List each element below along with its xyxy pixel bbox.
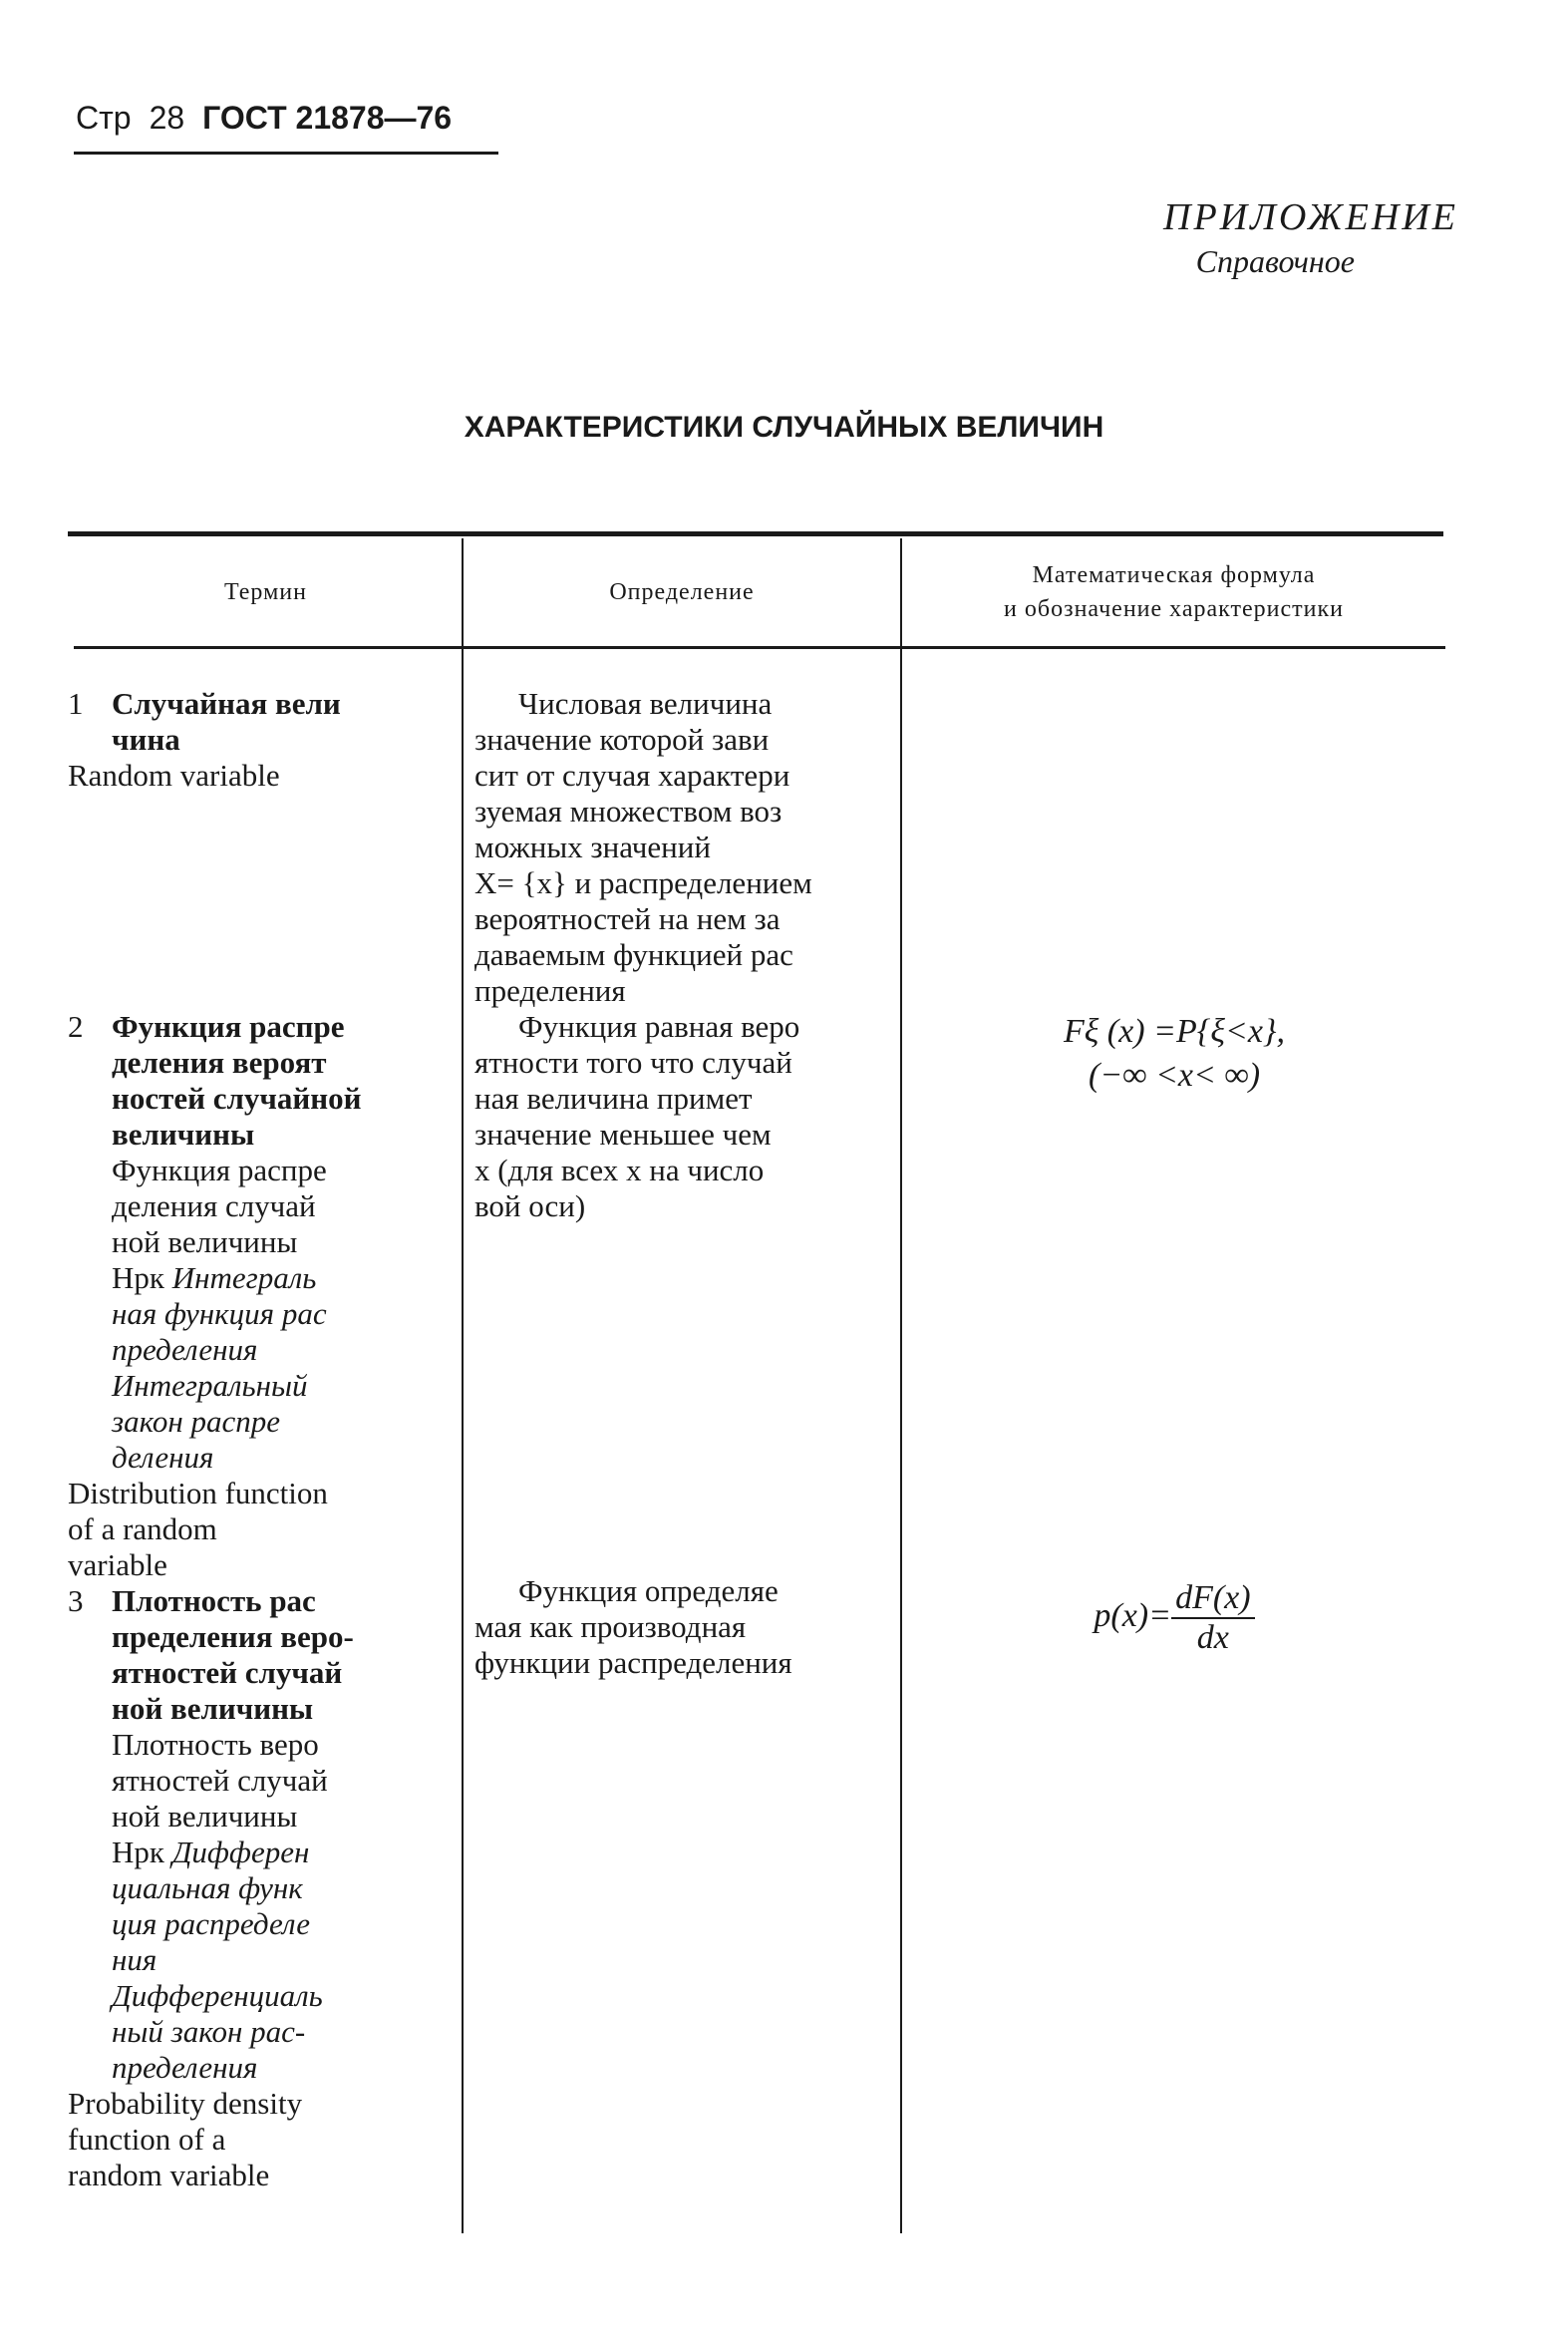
definition-line: ная величина примет bbox=[474, 1081, 753, 1116]
formula-cell-3 bbox=[905, 1579, 1443, 1657]
term-english: random variable bbox=[68, 2158, 270, 2192]
definition-line: вой оси) bbox=[474, 1188, 586, 1223]
appendix-subtitle: Справочное bbox=[1195, 243, 1355, 279]
term-number: 2 bbox=[68, 1009, 84, 1044]
term-number: 3 bbox=[68, 1583, 84, 1618]
term-line: пределения веро- bbox=[112, 1619, 354, 1654]
npk-line: пределения bbox=[112, 2050, 258, 2085]
definition-line: пределения bbox=[474, 973, 626, 1008]
definition-cell-3 bbox=[474, 1573, 893, 1681]
npk-line: ния bbox=[112, 1942, 157, 1977]
term-line: Функция распре bbox=[112, 1009, 345, 1044]
definition-line: x (для всех x на число bbox=[474, 1153, 765, 1187]
definition-line: Функция равная веро bbox=[518, 1009, 800, 1044]
header-underline bbox=[74, 152, 498, 155]
header-definition bbox=[464, 538, 900, 646]
formula-denominator: dx bbox=[1196, 1619, 1229, 1656]
header-term bbox=[70, 538, 462, 646]
table-header-rule bbox=[74, 646, 1445, 649]
formula-lhs: p(x)= bbox=[1094, 1596, 1172, 1634]
npk-line: Интеграль bbox=[171, 1260, 317, 1295]
npk-line: Дифферен bbox=[171, 1835, 310, 1869]
term-line: чина bbox=[112, 722, 180, 757]
term-line: ной величины bbox=[112, 1691, 314, 1726]
definition-line: значение которой зави bbox=[474, 722, 770, 757]
header-definition-label: Определение bbox=[609, 579, 755, 605]
standard-code: ГОСТ 21878—76 bbox=[202, 100, 453, 136]
formula-line: Fξ (x) =P{ξ<x}, bbox=[1063, 1013, 1286, 1050]
definition-line: Функция определяе bbox=[518, 1573, 779, 1608]
term-line: деления вероят bbox=[112, 1045, 327, 1080]
npk-line: Дифференциаль bbox=[112, 1978, 323, 2013]
definition-line: функции распределения bbox=[474, 1645, 792, 1680]
table-top-rule bbox=[68, 531, 1443, 536]
header-formula bbox=[902, 538, 1445, 646]
term-english: Random variable bbox=[68, 758, 280, 793]
term-cell-2 bbox=[68, 1009, 447, 1583]
term-english: Probability density bbox=[68, 2086, 303, 2121]
header-term-label: Термин bbox=[224, 579, 307, 605]
definition-line: даваемым функцией рас bbox=[474, 937, 793, 972]
formula-fraction bbox=[1171, 1579, 1255, 1657]
definition-line: ятности того что случай bbox=[474, 1045, 792, 1080]
definition-line: X= {x} и распределением bbox=[474, 865, 812, 900]
term-cell-3 bbox=[68, 1583, 447, 2193]
appendix-label bbox=[1163, 195, 1458, 280]
npk-line: ция распределе bbox=[112, 1906, 311, 1941]
synonym-line: ятностей случай bbox=[112, 1763, 328, 1798]
header-formula-line1: Математическая формула bbox=[1032, 562, 1316, 588]
term-line: ятностей случай bbox=[112, 1655, 343, 1690]
npk-prefix: Нрк bbox=[112, 1260, 164, 1295]
term-line: Плотность рас bbox=[112, 1583, 316, 1618]
term-number: 1 bbox=[68, 686, 84, 721]
definition-line: значение меньшее чем bbox=[474, 1117, 772, 1152]
synonym-line: Плотность веро bbox=[112, 1727, 319, 1762]
column-divider-1 bbox=[462, 538, 464, 2233]
npk-line: ный закон рас- bbox=[112, 2014, 306, 2049]
definition-line: сит от случая характери bbox=[474, 758, 790, 793]
term-line: величины bbox=[112, 1117, 255, 1152]
page-number: 28 bbox=[149, 100, 185, 136]
definition-line: Числовая величина bbox=[518, 686, 773, 721]
npk-line: деления bbox=[112, 1440, 214, 1475]
npk-line: циальная функ bbox=[112, 1870, 303, 1905]
term-line: ностей случайной bbox=[112, 1081, 362, 1116]
definition-cell-1 bbox=[474, 686, 893, 1009]
document-title: ХАРАКТЕРИСТИКИ СЛУЧАЙНЫХ ВЕЛИЧИН bbox=[464, 411, 1104, 444]
synonym-line: ной величины bbox=[112, 1224, 298, 1259]
term-english: Distribution function bbox=[68, 1476, 328, 1510]
npk-line: закон распре bbox=[112, 1404, 281, 1439]
term-english: function of a bbox=[68, 2122, 226, 2157]
header-formula-line2: и обозначение характеристики bbox=[1004, 596, 1344, 622]
synonym-line: деления случай bbox=[112, 1188, 316, 1223]
page-prefix: Стр bbox=[76, 100, 132, 136]
formula-numerator: dF(x) bbox=[1171, 1579, 1255, 1619]
definition-line: мая как производная bbox=[474, 1609, 747, 1644]
npk-line: пределения bbox=[112, 1332, 258, 1367]
appendix-title: ПРИЛОЖЕНИЕ bbox=[1163, 196, 1458, 238]
page-header bbox=[76, 100, 452, 137]
term-english: of a random bbox=[68, 1511, 217, 1546]
npk-line: Интегральный bbox=[112, 1368, 308, 1403]
term-english: variable bbox=[68, 1547, 167, 1582]
definition-cell-2 bbox=[474, 1009, 893, 1224]
formula-line: (−∞ <x< ∞) bbox=[1088, 1057, 1261, 1094]
term-cell-1 bbox=[68, 686, 447, 794]
definition-line: можных значений bbox=[474, 830, 711, 864]
term-line: Случайная вели bbox=[112, 686, 341, 721]
formula-cell-2 bbox=[905, 1013, 1443, 1095]
definition-line: зуемая множеством воз bbox=[474, 794, 783, 829]
npk-line: ная функция рас bbox=[112, 1296, 327, 1331]
column-divider-2 bbox=[900, 538, 902, 2233]
synonym-line: Функция распре bbox=[112, 1153, 327, 1187]
npk-prefix: Нрк bbox=[112, 1835, 164, 1869]
synonym-line: ной величины bbox=[112, 1799, 298, 1834]
definition-line: вероятностей на нем за bbox=[474, 901, 781, 936]
